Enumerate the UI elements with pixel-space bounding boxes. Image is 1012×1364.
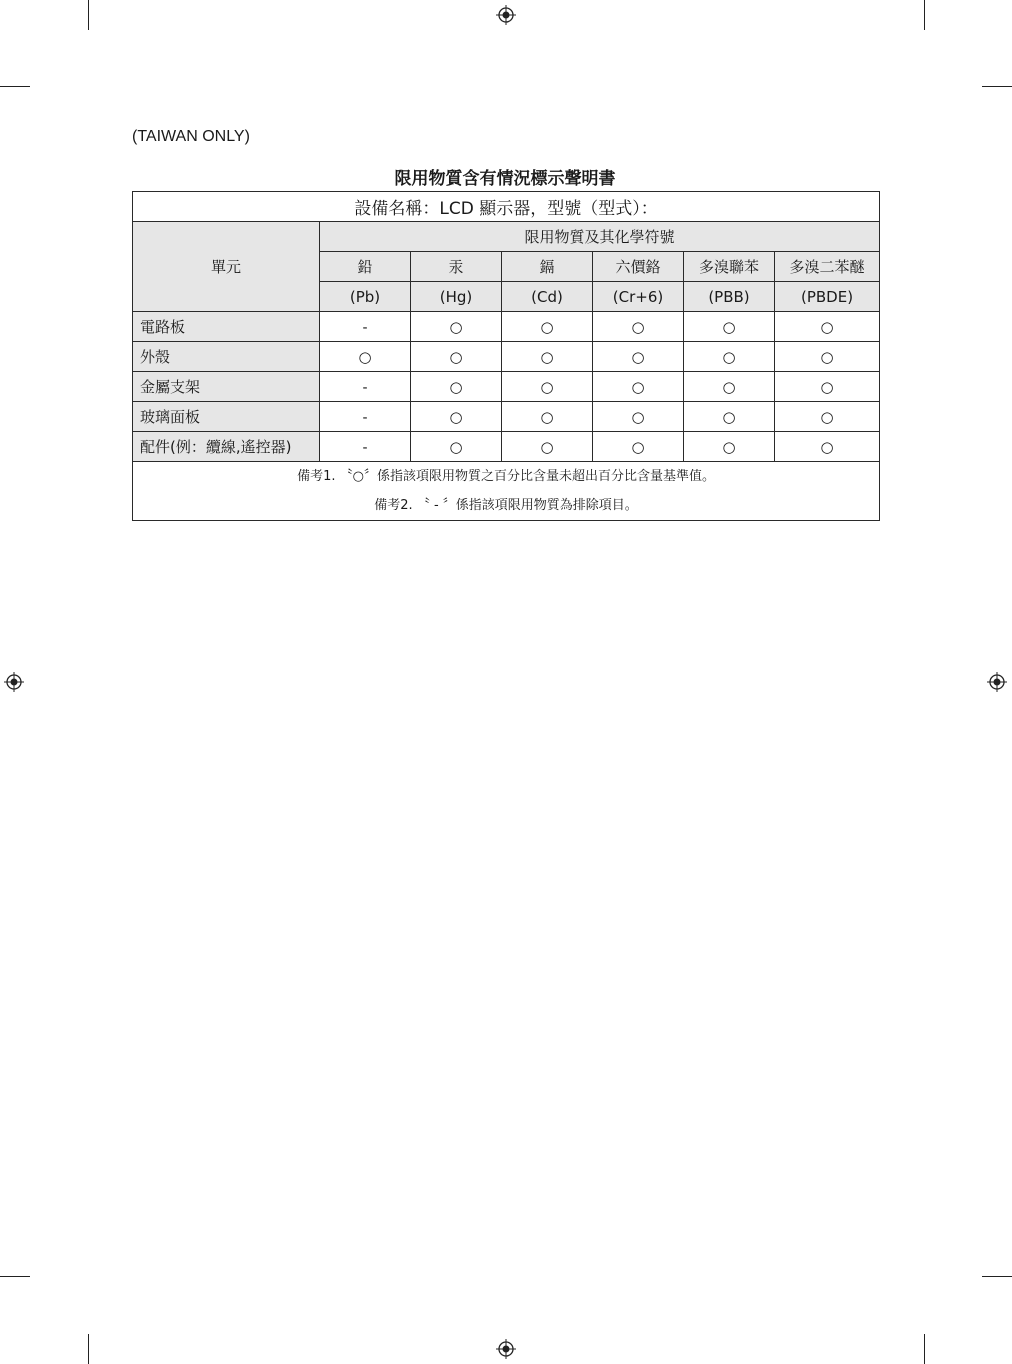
registration-mark-icon	[4, 672, 24, 692]
substance-symbol: (PBB)	[684, 282, 775, 312]
substance-name: 鉛	[320, 252, 411, 282]
region-note: (TAIWAN ONLY)	[132, 128, 250, 145]
value-cell	[684, 372, 775, 402]
restricted-substances-table	[132, 191, 880, 521]
note-line: 備考2. 〝 - 〞係指該項限用物質為排除項目。	[374, 498, 638, 513]
value-cell	[593, 432, 684, 462]
registration-mark-icon	[496, 5, 516, 25]
value-cell	[593, 312, 684, 342]
substance-group-header: 限用物質及其化學符號	[320, 222, 880, 252]
value-cell	[320, 312, 411, 342]
crop-mark	[924, 0, 925, 30]
substance-symbol: (Cr+6)	[593, 282, 684, 312]
dash-mark: -	[362, 439, 368, 456]
crop-mark	[924, 1334, 925, 1364]
registration-mark-icon	[987, 672, 1007, 692]
substance-name: 鎘	[502, 252, 593, 282]
circle-mark: ○	[449, 437, 463, 456]
value-cell	[320, 372, 411, 402]
value-cell	[684, 402, 775, 432]
circle-mark: ○	[722, 317, 736, 336]
notes-cell	[133, 462, 880, 521]
circle-mark: ○	[820, 407, 834, 426]
circle-mark: ○	[722, 407, 736, 426]
value-cell	[684, 342, 775, 372]
circle-mark: ○	[722, 437, 736, 456]
value-cell	[502, 372, 593, 402]
circle-mark: ○	[449, 347, 463, 366]
circle-mark: ○	[722, 347, 736, 366]
circle-mark: ○	[449, 377, 463, 396]
circle-mark: ○	[540, 377, 554, 396]
value-cell	[775, 372, 880, 402]
value-cell	[320, 432, 411, 462]
value-cell	[411, 432, 502, 462]
circle-mark: ○	[540, 317, 554, 336]
substance-symbol: (Hg)	[411, 282, 502, 312]
unit-cell: 玻璃面板	[133, 402, 320, 432]
value-cell	[684, 432, 775, 462]
circle-mark: ○	[631, 317, 645, 336]
circle-mark: ○	[820, 437, 834, 456]
circle-mark: ○	[449, 407, 463, 426]
table-row	[133, 312, 880, 342]
value-cell	[775, 342, 880, 372]
substance-name: 多溴聯苯	[684, 252, 775, 282]
crop-mark	[0, 86, 30, 87]
value-cell	[684, 312, 775, 342]
table-row	[133, 342, 880, 372]
value-cell	[411, 342, 502, 372]
unit-cell: 外殼	[133, 342, 320, 372]
substance-name: 六價鉻	[593, 252, 684, 282]
circle-mark: ○	[540, 437, 554, 456]
value-cell	[775, 402, 880, 432]
circle-mark: ○	[449, 317, 463, 336]
value-cell	[775, 432, 880, 462]
unit-cell: 配件(例：纜線,遙控器)	[133, 432, 320, 462]
unit-header: 單元	[133, 222, 320, 312]
value-cell	[502, 402, 593, 432]
unit-cell: 金屬支架	[133, 372, 320, 402]
value-cell	[411, 402, 502, 432]
circle-mark: ○	[631, 347, 645, 366]
crop-mark	[982, 1276, 1012, 1277]
table-caption: 設備名稱：LCD 顯示器，型號（型式）：	[133, 192, 880, 222]
crop-mark	[88, 1334, 89, 1364]
value-cell	[411, 312, 502, 342]
dash-mark: -	[362, 409, 368, 426]
circle-mark: ○	[820, 317, 834, 336]
circle-mark: ○	[820, 377, 834, 396]
circle-mark: ○	[540, 407, 554, 426]
value-cell	[502, 312, 593, 342]
crop-mark	[88, 0, 89, 30]
crop-mark	[0, 1276, 30, 1277]
value-cell	[411, 372, 502, 402]
dash-mark: -	[362, 379, 368, 396]
substance-name: 汞	[411, 252, 502, 282]
substance-symbol: (PBDE)	[775, 282, 880, 312]
value-cell	[320, 342, 411, 372]
dash-mark: -	[362, 319, 368, 336]
value-cell	[502, 432, 593, 462]
circle-mark: ○	[358, 347, 372, 366]
substance-name: 多溴二苯醚	[775, 252, 880, 282]
circle-mark: ○	[722, 377, 736, 396]
value-cell	[775, 312, 880, 342]
substance-symbol: (Cd)	[502, 282, 593, 312]
substance-symbol: (Pb)	[320, 282, 411, 312]
value-cell	[593, 342, 684, 372]
circle-mark: ○	[631, 407, 645, 426]
unit-cell: 電路板	[133, 312, 320, 342]
circle-mark: ○	[631, 377, 645, 396]
notes-row	[133, 462, 880, 521]
document-title: 限用物質含有情況標示聲明書	[394, 169, 616, 189]
crop-mark	[982, 86, 1012, 87]
table-row	[133, 372, 880, 402]
table-row	[133, 432, 880, 462]
registration-mark-icon	[496, 1339, 516, 1359]
circle-mark: ○	[820, 347, 834, 366]
value-cell	[593, 372, 684, 402]
note-line: 備考1. 〝○〞係指該項限用物質之百分比含量未超出百分比含量基準值。	[297, 469, 715, 484]
table-row	[133, 402, 880, 432]
value-cell	[320, 402, 411, 432]
value-cell	[593, 402, 684, 432]
circle-mark: ○	[631, 437, 645, 456]
value-cell	[502, 342, 593, 372]
circle-mark: ○	[540, 347, 554, 366]
